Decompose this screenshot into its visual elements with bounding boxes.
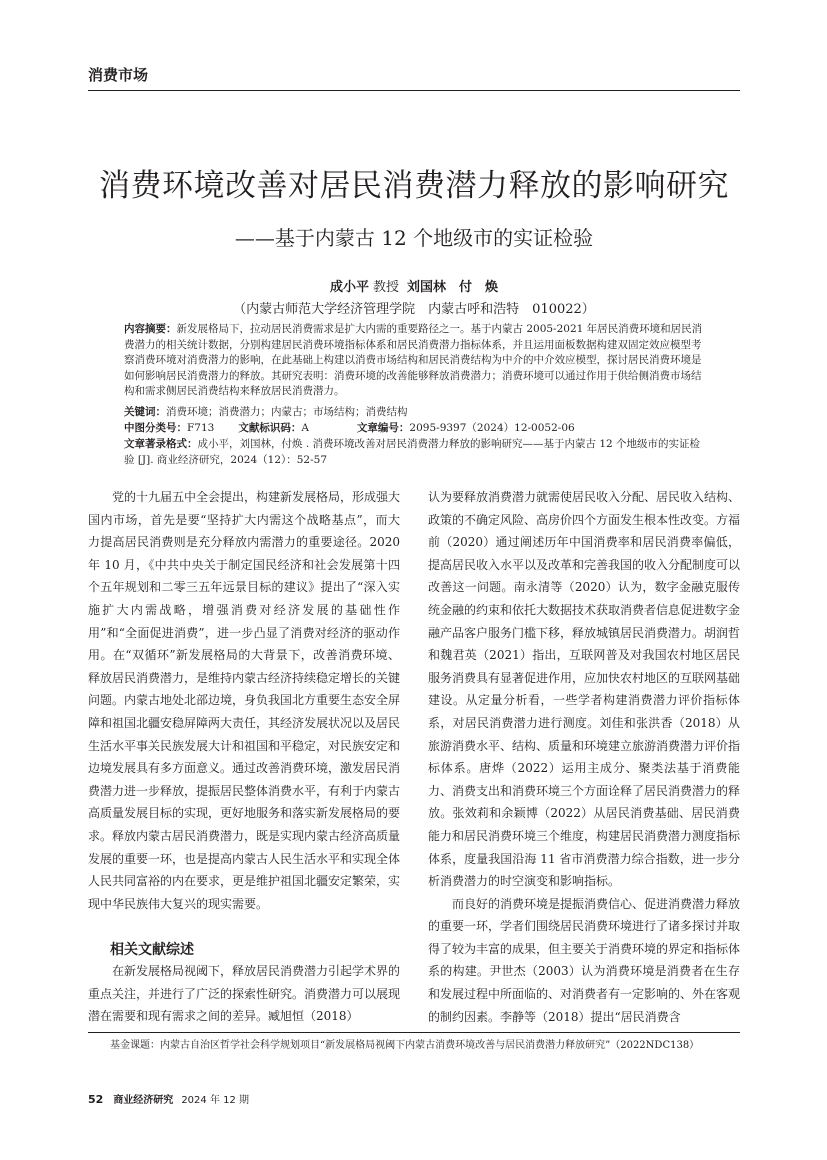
clc-label: 中图分类号： — [124, 422, 187, 434]
citation-text: 成小平，刘国林，付焕 . 消费环境改善对居民消费潜力释放的影响研究——基于内蒙古 12 个地级市的实证检验 [J]. 商业经济研究，2024（12）：52-57 — [124, 438, 701, 466]
article-number-label: 文章编号： — [356, 422, 410, 434]
keywords — [124, 405, 704, 421]
author-primary: 成小平 — [329, 280, 369, 295]
keywords-label: 关键词： — [124, 406, 166, 418]
body-paragraph: 而良好的消费环境是提振消费信心、促进消费潜力释放的重要一环，学者们围绕居民消费环境进行了诸多探讨并取得了较为丰富的成果，但主要关于消费环境的界定和指标体系的构建。尹世杰（2003）认为消费环境是消费者在生存和发展过程中所面临的、对消费者有一定影响的、外在客观的制约因素。李静等（2018）提出“居民消费含 — [428, 896, 741, 1024]
funding-footnote — [110, 1038, 720, 1054]
clc-value: F713 — [187, 422, 215, 434]
section-heading: 相关文献综述 — [110, 942, 194, 958]
journal-issue: 2024 年 12 期 — [181, 1095, 250, 1106]
section-tag: 消费市场 — [88, 66, 149, 84]
header-divider — [88, 90, 740, 91]
doccode-label: 文献标识码： — [238, 422, 302, 434]
article-title: 消费环境改善对居民消费潜力释放的影响研究 — [99, 168, 729, 204]
abstract-label: 内容摘要： — [124, 323, 177, 335]
author-others: 刘国林 付 焕 — [407, 280, 499, 295]
article-subtitle: ——基于内蒙古 12 个地级市的实证检验 — [234, 226, 594, 250]
article-number-value: 2095-9397（2024）12-0052-06 — [409, 422, 575, 434]
body-left-column-lower — [88, 960, 400, 1028]
funding-label: 基金课题： — [110, 1040, 160, 1051]
body-paragraph: 党的十九届五中全会提出，构建新发展格局，形成强大国内市场，首先是要“坚持扩大内需这个战略基点”，而大力提高居民消费则是充分释放内需潜力的重要途径。2020 年 10 月，《中共中央关于制定国民经济和社会发展第十四个五年规划和二零三五年远景目标的建议》提出了“深入实施扩大内需战略，增强消费对经济发展的基础性作用”和“全面促进消费”，进一步凸显了消费对经济的驱动作用。在“双循环”新发展格局的大背景下，改善消费环境、释放居民消费潜力，是维持内蒙古经济持续稳定增长的关键问题。内蒙古地处北部边境，身负我国北方重要生态安全屏障和祖国北疆安稳屏障两大责任，其经济发展状况以及居民生活水平事关民族发展大计和祖国和平稳定，对民族安定和边境发展具有多方面意义。通过改善消费环境，激发居民消费潜力进一步释放，提振居民整体消费水平，有利于内蒙古高质量发展目标的实现，更好地服务和落实新发展格局的要求。释放内蒙古居民消费潜力，既是实现内蒙古经济高质量发展的重要一环，也是提高内蒙古人民生活水平和实现全体人民共同富裕的内在要求，更是维护祖国北疆安定繁荣，实现中华民族伟大复兴的现实需要。 — [88, 490, 401, 911]
abstract-text: 新发展格局下，拉动居民消费需求是扩大内需的重要路径之一。基于内蒙古 2005-2021 年居民消费环境和居民消费潜力的相关统计数据，分别构建居民消费环境指标体系和居民消费潜力指标体系，并且运用面板数据构建双固定效应模型考察消费环境对消费潜力的影响，在此基础上构建以消费市场结构和居民消费结构为中介的中介效应模型，探讨居民消费环境是如何影响居民消费潜力的释放。其研究表明：消费环境的改善能够释放消费潜力；消费环境可以通过作用于供给侧消费市场结构和需求侧居民消费结构来释放居民消费潜力。 — [124, 323, 703, 397]
body-right-column — [428, 486, 740, 1028]
citation-label: 文章著录格式： — [124, 438, 198, 450]
affiliation: （内蒙古师范大学经济管理学院 内蒙古呼和浩特 010022） — [233, 302, 595, 317]
funding-text: 内蒙古自治区哲学社会科学规划项目“新发展格局视阈下内蒙古消费环境改善与居民消费潜力释放研究”（2022NDC138） — [160, 1040, 700, 1051]
author-role: 教授 — [372, 280, 399, 295]
footnote-divider — [88, 1032, 740, 1033]
body-paragraph: 在新发展格局视阈下，释放居民消费潜力引起学术界的重点关注，并进行了广泛的探索性研究。消费潜力可以展现潜在需要和现有需求之间的差异。臧旭恒（2018） — [88, 964, 401, 1024]
doccode-value: A — [301, 422, 309, 434]
author-line — [88, 276, 740, 295]
journal-name: 商业经济研究 — [113, 1095, 174, 1106]
page-footer — [88, 1091, 249, 1106]
page-number: 52 — [88, 1093, 104, 1106]
citation-format — [124, 437, 704, 468]
body-left-column — [88, 486, 400, 915]
classification-codes — [124, 421, 704, 437]
body-paragraph: 认为要释放消费潜力就需使居民收入分配、居民收入结构、政策的不确定风险、高房价四个方面发生根本性改变。方福前（2020）通过阐述历年中国消费率和居民消费率偏低，提高居民收入水平以及改革和完善我国的收入分配制度可以改善这一问题。南永清等（2020）认为，数字金融克服传统金融的约束和依托大数据技术获取消费者信息促进数字金融产品客户服务门槛下移，释放城镇居民消费潜力。胡润哲和魏君英（2021）指出，互联网普及对我国农村地区居民服务消费具有显著促进作用，应加快农村地区的互联网基础建设。从定量分析看，一些学者构建消费潜力评价指标体系，对居民消费潜力进行测度。刘佳和张洪香（2018）从旅游消费水平、结构、质量和环境建立旅游消费潜力评价指标体系。唐烨（2022）运用主成分、聚类法基于消费能力、消费支出和消费环境三个方面诠释了居民消费潜力的释放。张效莉和余颖博（2022）从居民消费基础、居民消费能力和居民消费环境三个维度，构建居民消费潜力测度指标体系，度量我国沿海 11 省市消费潜力综合指数，进一步分析消费潜力的时空演变和影响指标。 — [428, 490, 741, 889]
keywords-text: 消费环境；消费潜力；内蒙古；市场结构；消费结构 — [166, 406, 408, 418]
abstract — [124, 322, 704, 400]
